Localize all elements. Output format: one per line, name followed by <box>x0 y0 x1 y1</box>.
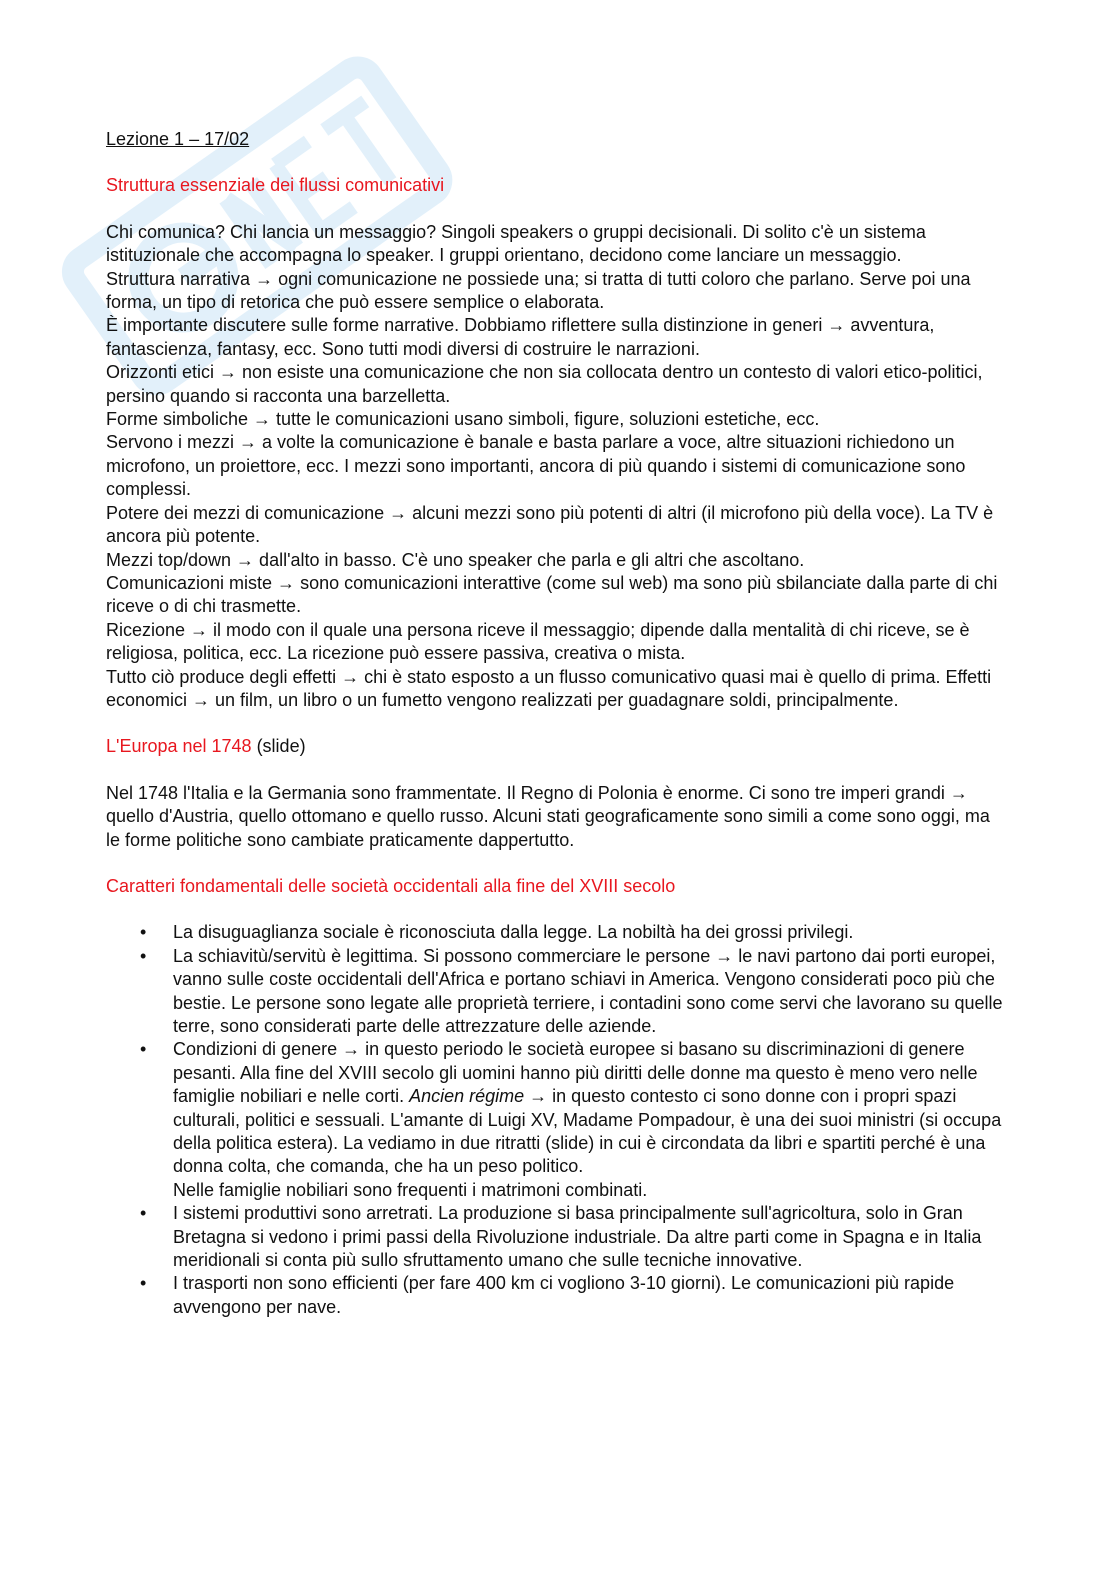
paragraph: Comunicazioni miste → sono comunicazioni interattive (come sul web) ma sono più sbilanciate dalla parte di chi riceve o di chi trasmette. <box>106 572 998 617</box>
lesson-title: Lezione 1 – 17/02 <box>106 129 250 149</box>
list-item-text: Nelle famiglie nobiliari sono frequenti i matrimoni combinati. <box>173 1179 648 1200</box>
heading-suffix: (slide) <box>251 736 306 757</box>
document-page <box>106 128 1006 1319</box>
paragraph: Orizzonti etici → non esiste una comunicazione che non sia collocata dentro un contesto di valori etico-politici, persino quando si racconta una barzelletta. <box>106 362 983 406</box>
paragraph: È importante discutere sulle forme narrative. Dobbiamo riflettere sulla distinzione in generi → avventura, fantascienza, fantasy, ecc. Sono tutti modi diversi di costruire le narrazioni. <box>106 315 935 359</box>
paragraph: Mezzi top/down → dall'alto in basso. C'è uno speaker che parla e gli altri che ascoltano. <box>106 549 805 570</box>
list-item <box>173 1038 1006 1202</box>
paragraph: Struttura narrativa → ogni comunicazione ne possiede una; si tratta di tutti coloro che parlano. Serve poi una forma, un tipo di retorica che può essere semplice o elaborata. <box>106 268 971 313</box>
list-item: • I trasporti non sono efficienti (per fare 400 km ci vogliono 3-10 giorni). Le comunicazioni più rapide avvengono per nave. <box>173 1272 1006 1319</box>
section-heading-flussi: Struttura essenziale dei flussi comunicativi <box>106 175 445 196</box>
paragraph: Potere dei mezzi di comunicazione → alcuni mezzi sono più potenti di altri (il microfono più della voce). La TV è ancora più potente. <box>106 502 994 547</box>
italic-term: Ancien régime <box>409 1086 525 1107</box>
section-heading-europa <box>106 735 1006 758</box>
heading-red-part: L'Europa nel 1748 <box>106 736 252 757</box>
list-item-text: → in questo contesto ci sono donne con i propri spazi culturali, politici e sessuali. L'amante di Luigi XV, Madame Pompadour, è una dei suoi ministri (si occupa della politica estera). La vediamo in due ritratti (slide) in cui è circondata da libri e spartiti perché è una donna colta, che comanda, che ha un peso politico. <box>173 1086 1002 1177</box>
paragraph: Forme simboliche → tutte le comunicazioni usano simboli, figure, soluzioni estetiche, ecc. <box>106 409 820 430</box>
bullet-list <box>106 921 1006 1319</box>
paragraph-europa: Nel 1748 l'Italia e la Germania sono frammentate. Il Regno di Polonia è enorme. Ci sono tre imperi grandi → quello d'Austria, quello ottomano e quello russo. Alcuni stati geograficamente sono simili a come sono oggi, ma le forme politiche sono cambiate praticamente dappertutto. <box>106 782 990 850</box>
list-item-text: Condizioni di genere → in questo periodo le società europee si basano su discriminazioni di genere pesanti. Alla fine del XVIII secolo gli uomini hanno più diritti delle donne ma questo è meno vero nelle famiglie nobiliari e nelle corti. <box>173 1039 978 1107</box>
list-item: • I sistemi produttivi sono arretrati. La produzione si basa principalmente sull'agricoltura, solo in Gran Bretagna si vedono i primi passi della Rivoluzione industriale. Da altre parti come in Spagna e in Italia meridionali si conta più sullo sfruttamento umano che sulle tecniche innovative. <box>173 1202 1006 1272</box>
paragraph: Tutto ciò produce degli effetti → chi è stato esposto a un flusso comunicativo quasi mai è quello di prima. Effetti economici → un film, un libro o un fumetto vengono realizzati per guadagnare soldi, principalmente. <box>106 666 992 710</box>
paragraph: Chi comunica? Chi lancia un messaggio? Singoli speakers o gruppi decisionali. Di solito c'è un sistema istituzionale che accompagna lo speaker. I gruppi orientano, decidono come lanciare un messaggio. <box>106 221 926 266</box>
section-heading-caratteri: Caratteri fondamentali delle società occidentali alla fine del XVIII secolo <box>106 875 676 896</box>
list-item: • La disuguaglianza sociale è riconosciuta dalla legge. La nobiltà ha dei grossi privilegi. <box>173 921 1006 944</box>
paragraph: Servono i mezzi → a volte la comunicazione è banale e basta parlare a voce, altre situazioni richiedono un microfono, un proiettore, ecc. I mezzi sono importanti, ancora di più quando i sistemi di comunicazione sono complessi. <box>106 432 966 500</box>
paragraph: Ricezione → il modo con il quale una persona riceve il messaggio; dipende dalla mentalità di chi riceve, se è religiosa, politica, ecc. La ricezione può essere passiva, creativa o mista. <box>106 619 970 664</box>
list-item: • La schiavitù/servitù è legittima. Si possono commerciare le persone → le navi partono dai porti europei, vanno sulle coste occidentali dell'Africa e portano schiavi in America. Vengono considerati poco più che bestie. Le persone sono legate alle proprietà terriere, i contadini sono come servi che lavorano su quelle terre, sono considerati parte delle attrezzature delle aziende. <box>173 945 1006 1039</box>
section-body-flussi <box>106 221 1006 713</box>
